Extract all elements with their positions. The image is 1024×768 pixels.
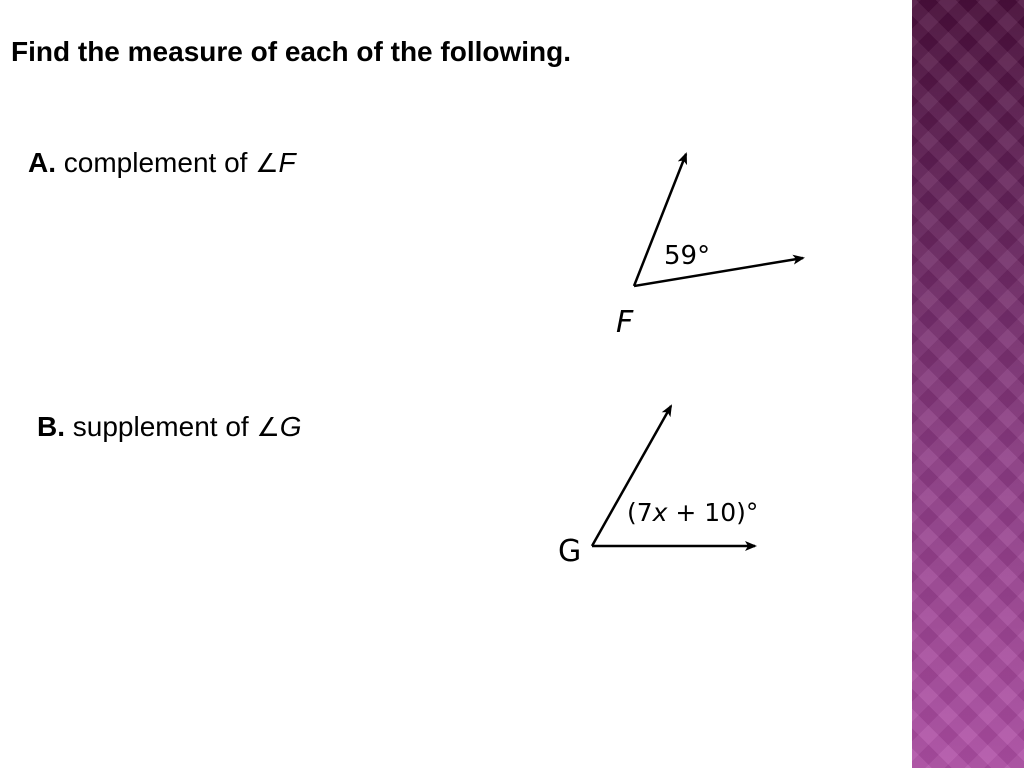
angle-g-vertex-label: G [558,534,582,569]
problem-b-angle-name: G [279,411,302,442]
problem-b-text: supplement of [72,411,249,442]
angle-f-vertex-label: F [616,305,634,340]
problem-b-letter: B. [37,411,65,442]
angle-f-measure-label: 59° [664,241,711,271]
angle-symbol-icon: ∠ [255,149,279,179]
problem-a-prompt [28,147,296,179]
problem-b-prompt [37,411,302,443]
angle-g-measure-label: (7x + 10)° [627,498,759,527]
decorative-side-band [912,0,1024,768]
problem-a-angle-name: F [278,147,296,178]
angle-symbol-icon: ∠ [256,413,280,443]
problem-a-letter: A. [28,147,56,178]
problem-a-text: complement of [63,147,248,178]
angle-f-diagram [600,140,820,350]
slide-heading: Find the measure of each of the following. [11,36,572,67]
angle-f-ray-lower [634,258,803,286]
angle-g-diagram [550,395,800,585]
